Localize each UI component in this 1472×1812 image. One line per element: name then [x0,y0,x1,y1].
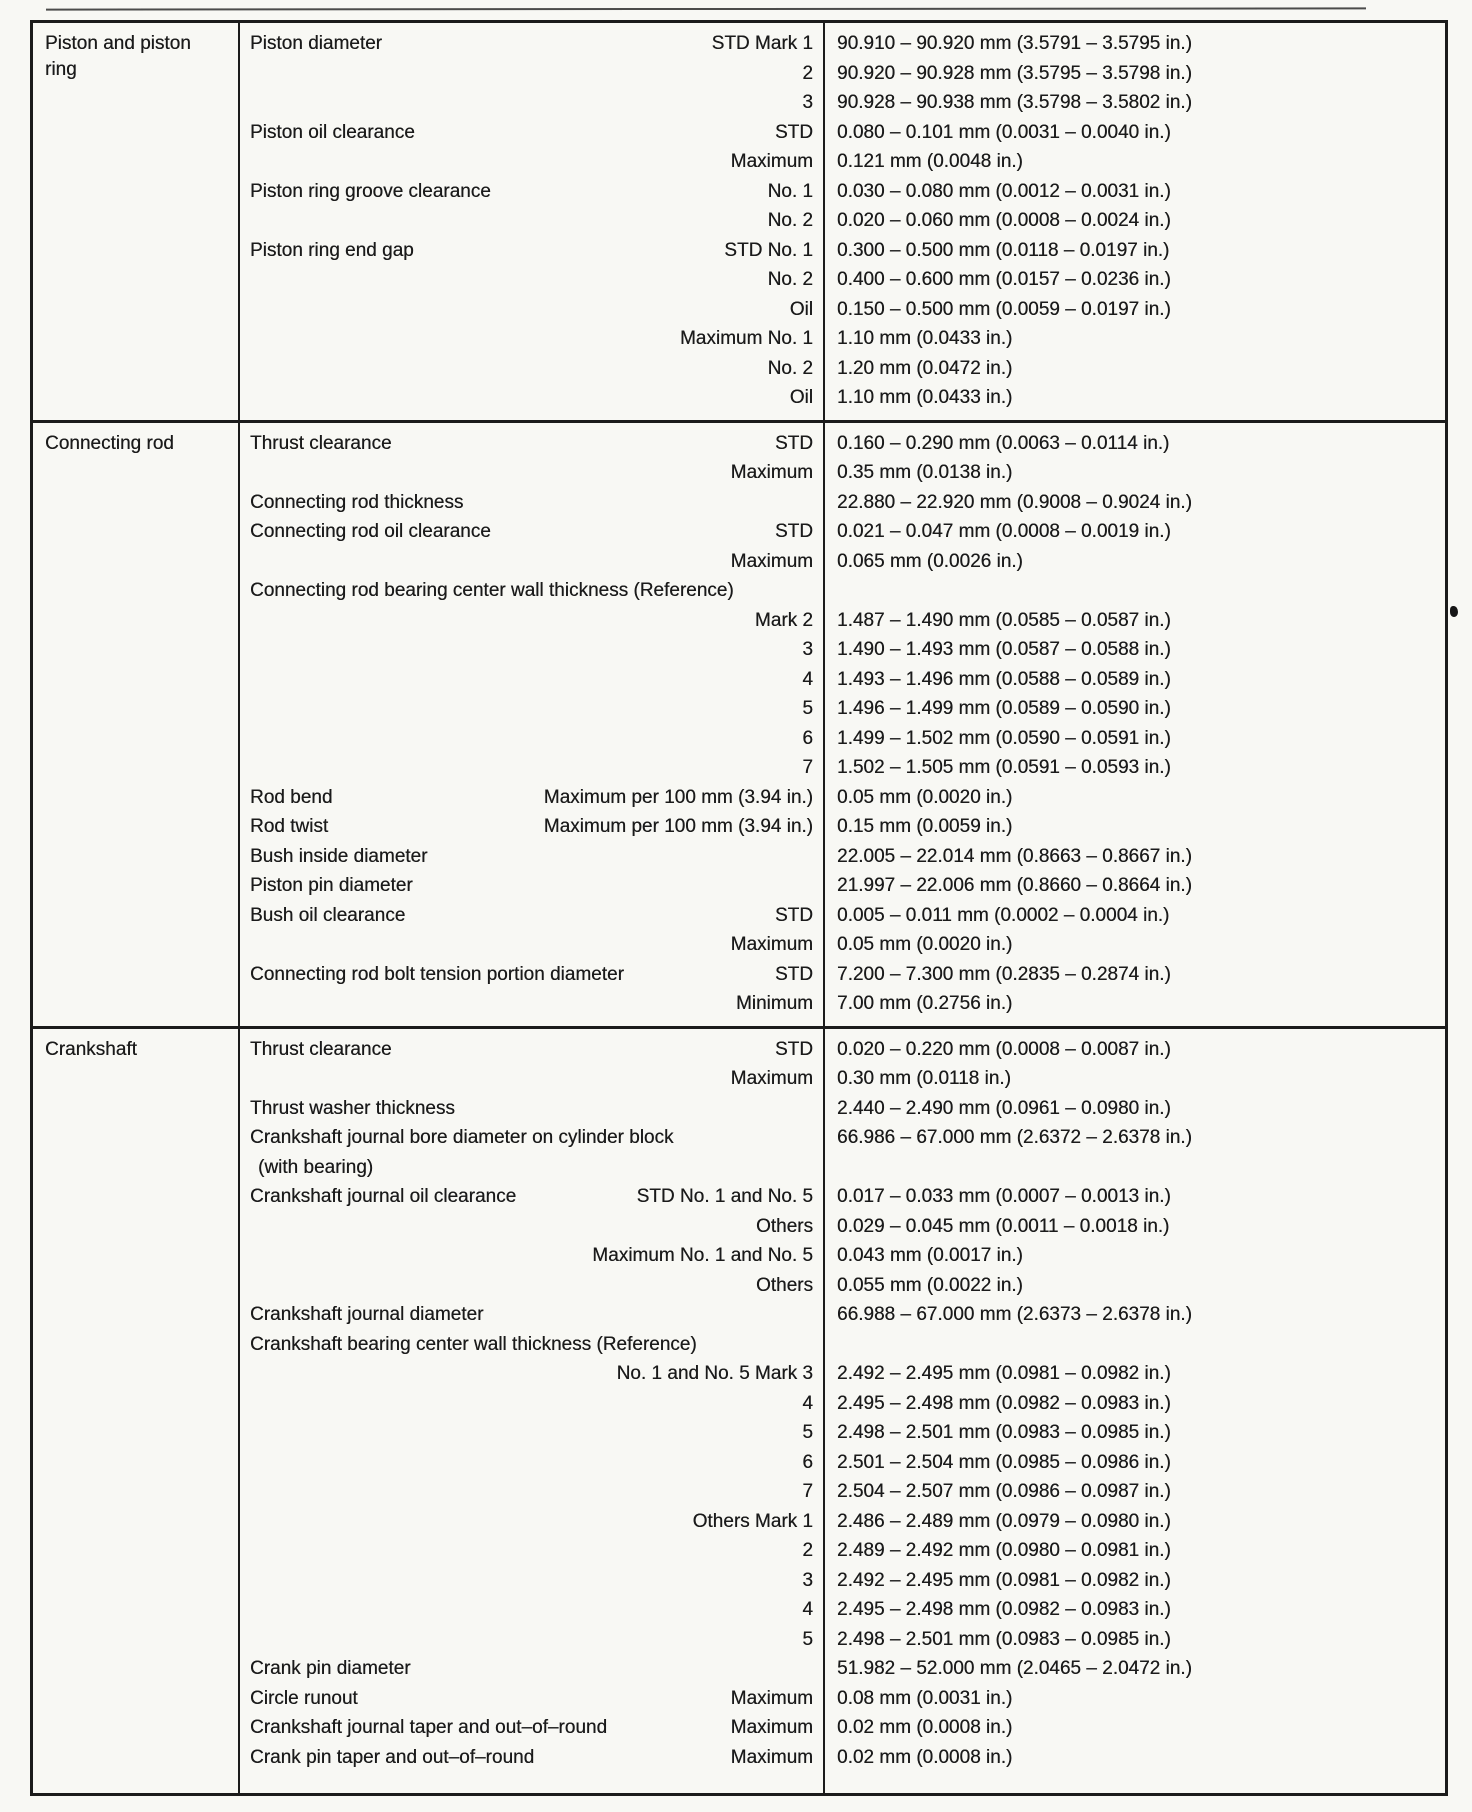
table-row [238,1064,1445,1094]
row-left-cell [238,1359,823,1389]
row-value: 7.00 mm (0.2756 in.) [837,993,1013,1014]
row-value: 0.150 – 0.500 mm (0.0059 – 0.0197 in.) [837,298,1171,320]
row-left-cell [238,694,823,724]
row-condition: STD [775,521,813,542]
row-left-cell [238,1153,823,1183]
row-condition: STD [775,1038,813,1060]
row-condition: STD Mark 1 [711,33,813,54]
row-value: 0.300 – 0.500 mm (0.0118 – 0.0197 in.) [837,239,1170,261]
row-condition: No. 1 and No. 5 Mark 3 [616,1363,813,1384]
table-row [238,236,1445,266]
row-item: Piston ring end gap [250,239,414,261]
row-left-cell [238,1743,823,1773]
table-row [238,517,1445,547]
row-left-cell [238,1212,823,1242]
table-row [238,324,1445,354]
row-left-cell [238,1536,823,1566]
row-condition: Maximum No. 1 and No. 5 [592,1245,813,1266]
row-value: 66.988 – 67.000 mm (2.6373 – 2.6378 in.) [837,1304,1192,1325]
row-value: 0.121 mm (0.0048 in.) [837,151,1023,172]
row-left-cell [238,812,823,842]
row-left-cell [238,1123,823,1153]
row-value: 90.920 – 90.928 mm (3.5795 – 3.5798 in.) [837,62,1192,84]
table-row [238,1684,1445,1714]
table-row [238,576,1445,606]
row-value: 1.487 – 1.490 mm (0.0585 – 0.0587 in.) [837,609,1171,631]
table-row [238,354,1445,384]
row-condition: Others [755,1215,813,1237]
row-value: 0.043 mm (0.0017 in.) [837,1245,1023,1266]
table-row [238,1300,1445,1330]
row-condition: STD [775,121,813,143]
table-row [238,783,1445,813]
section-category: Connecting rod [45,432,174,454]
section-category: Piston and piston ring [45,33,191,80]
table-row [238,547,1445,577]
row-item: Piston diameter [250,33,383,54]
row-left-cell [238,1654,823,1684]
row-condition: Maximum [730,1717,813,1738]
row-left-cell [238,1566,823,1596]
row-left-cell [238,1241,823,1271]
row-item: (with bearing) [258,1156,374,1178]
row-condition: Maximum [730,934,813,955]
section-rows [238,1029,1445,1794]
row-condition: 5 [802,1628,813,1650]
table-row [238,960,1445,990]
row-left-cell [238,1182,823,1212]
row-condition: Maximum [730,151,813,172]
row-condition: No. 2 [767,210,813,231]
row-left-cell [238,1507,823,1537]
row-left-cell [238,383,823,413]
row-left-cell [238,1389,823,1419]
row-left-cell [238,236,823,266]
row-left-cell [238,1684,823,1714]
row-value [823,576,1445,606]
row-condition: Maximum No. 1 [679,328,813,349]
table-row [238,724,1445,754]
row-item: Crank pin taper and out–of–round [250,1746,535,1768]
table-row [238,901,1445,931]
row-value: 0.030 – 0.080 mm (0.0012 – 0.0031 in.) [837,180,1171,202]
row-left-cell [238,517,823,547]
table-row [238,930,1445,960]
row-value: 2.492 – 2.495 mm (0.0981 – 0.0982 in.) [837,1363,1171,1384]
spec-section [33,423,1445,1029]
row-left-cell [238,576,823,606]
table-row [238,1566,1445,1596]
row-condition: 7 [802,757,813,778]
row-left-cell [238,665,823,695]
row-item: Crankshaft journal bore diameter on cylinder block [250,1127,674,1148]
table-row [238,871,1445,901]
row-item: Bush oil clearance [250,904,406,926]
row-left-cell [238,901,823,931]
row-value: 0.005 – 0.011 mm (0.0002 – 0.0004 in.) [837,904,1170,926]
row-left-cell [238,753,823,783]
row-value: 0.30 mm (0.0118 in.) [837,1068,1011,1089]
row-value: 2.492 – 2.495 mm (0.0981 – 0.0982 in.) [837,1569,1171,1591]
row-condition: 4 [802,1599,813,1620]
row-condition: 4 [802,1392,813,1414]
table-row [238,29,1445,59]
row-item: Thrust washer thickness [250,1097,455,1119]
row-condition: STD [775,904,813,926]
row-value: 0.020 – 0.220 mm (0.0008 – 0.0087 in.) [837,1038,1171,1060]
row-left-cell [238,989,823,1019]
row-left-cell [238,29,823,59]
row-condition: 7 [802,1481,813,1502]
row-condition: Others Mark 1 [692,1510,813,1532]
row-value: 1.502 – 1.505 mm (0.0591 – 0.0593 in.) [837,757,1171,778]
row-value: 90.928 – 90.938 mm (3.5798 – 3.5802 in.) [837,92,1192,113]
row-item: Connecting rod thickness [250,491,464,513]
row-value: 2.486 – 2.489 mm (0.0979 – 0.0980 in.) [837,1510,1171,1532]
table-row [238,1271,1445,1301]
row-value: 2.489 – 2.492 mm (0.0980 – 0.0981 in.) [837,1540,1171,1561]
row-left-cell [238,265,823,295]
table-row [238,635,1445,665]
row-item: Piston oil clearance [250,121,415,143]
row-condition: Oil [789,387,813,408]
row-condition: 5 [802,698,813,719]
row-item: Piston pin diameter [250,875,413,896]
row-condition: 6 [802,1451,813,1473]
row-left-cell [238,324,823,354]
row-left-cell [238,606,823,636]
row-item: Crankshaft journal taper and out–of–round [250,1717,608,1738]
column-divider-2 [823,23,825,1793]
row-value: 22.880 – 22.920 mm (0.9008 – 0.9024 in.) [837,491,1192,513]
row-left-cell [238,960,823,990]
row-value: 0.02 mm (0.0008 in.) [837,1717,1013,1738]
row-value: 0.05 mm (0.0020 in.) [837,786,1013,808]
row-left-cell [238,147,823,177]
row-item: Circle runout [250,1687,358,1709]
row-left-cell [238,930,823,960]
row-left-cell [238,1713,823,1743]
table-row [238,1035,1445,1065]
row-value: 0.400 – 0.600 mm (0.0157 – 0.0236 in.) [837,269,1171,290]
row-left-cell [238,1330,823,1360]
row-value: 0.05 mm (0.0020 in.) [837,934,1013,955]
row-left-cell [238,88,823,118]
table-row [238,842,1445,872]
row-left-cell [238,1064,823,1094]
row-condition: 2 [802,62,813,84]
table-row [238,1330,1445,1360]
table-row [238,1123,1445,1153]
table-row [238,88,1445,118]
row-item: Rod bend [250,786,333,808]
row-value: 1.493 – 1.496 mm (0.0588 – 0.0589 in.) [837,668,1171,690]
row-item: Thrust clearance [250,432,392,454]
row-left-cell [238,59,823,89]
row-left-cell [238,1271,823,1301]
row-value: 1.490 – 1.493 mm (0.0587 – 0.0588 in.) [837,639,1171,660]
table-row [238,1507,1445,1537]
table-row [238,1389,1445,1419]
table-row [238,177,1445,207]
row-condition: No. 1 [767,180,813,202]
row-left-cell [238,118,823,148]
table-row [238,1182,1445,1212]
row-left-cell [238,295,823,325]
table-row [238,1241,1445,1271]
row-left-cell [238,354,823,384]
column-divider-1 [238,23,240,1793]
row-condition: Minimum [735,993,813,1014]
row-condition: Maximum [730,550,813,572]
table-row [238,1153,1445,1183]
table-row [238,1212,1445,1242]
row-left-cell [238,429,823,459]
row-value: 0.35 mm (0.0138 in.) [837,462,1013,483]
row-left-cell [238,1418,823,1448]
row-left-cell [238,1625,823,1655]
row-value: 51.982 – 52.000 mm (2.0465 – 2.0472 in.) [837,1658,1192,1679]
row-left-cell [238,842,823,872]
row-condition: 6 [802,727,813,749]
table-row [238,458,1445,488]
row-left-cell [238,177,823,207]
section-rows [238,23,1445,420]
row-value: 2.498 – 2.501 mm (0.0983 – 0.0985 in.) [837,1422,1171,1443]
row-item: Connecting rod oil clearance [250,521,491,542]
row-condition: Others [755,1274,813,1296]
spec-section [33,23,1445,423]
row-left-cell [238,547,823,577]
table-row [238,1418,1445,1448]
row-condition: Maximum [730,1746,813,1768]
row-left-cell [238,724,823,754]
row-condition: Oil [789,298,813,320]
row-condition: STD No. 1 [724,239,813,261]
table-row [238,1743,1445,1773]
section-rows [238,423,1445,1026]
row-condition: Maximum [730,1687,813,1709]
row-left-cell [238,871,823,901]
table-row [238,295,1445,325]
row-value: 1.20 mm (0.0472 in.) [837,357,1013,379]
row-left-cell [238,458,823,488]
row-value: 0.15 mm (0.0059 in.) [837,816,1013,837]
table-row [238,1625,1445,1655]
row-value: 7.200 – 7.300 mm (0.2835 – 0.2874 in.) [837,963,1171,985]
table-row [238,812,1445,842]
row-left-cell [238,1300,823,1330]
row-value: 1.10 mm (0.0433 in.) [837,328,1013,349]
table-row [238,206,1445,236]
row-left-cell [238,1094,823,1124]
row-condition: 3 [802,639,813,660]
spec-table [30,20,1448,1796]
table-row [238,265,1445,295]
table-row [238,1654,1445,1684]
row-item: Thrust clearance [250,1038,392,1060]
row-condition: 3 [802,92,813,113]
row-value: 2.504 – 2.507 mm (0.0986 – 0.0987 in.) [837,1481,1171,1502]
row-condition: No. 2 [767,357,813,379]
row-value: 1.499 – 1.502 mm (0.0590 – 0.0591 in.) [837,727,1171,749]
row-value: 0.029 – 0.045 mm (0.0011 – 0.0018 in.) [837,1215,1170,1237]
table-row [238,606,1445,636]
row-value [823,1330,1445,1360]
table-row [238,1448,1445,1478]
table-row [238,989,1445,1019]
row-value: 0.08 mm (0.0031 in.) [837,1687,1013,1709]
row-item: Crankshaft bearing center wall thickness (Reference) [250,1333,697,1355]
row-condition: Maximum [730,462,813,483]
row-value [823,1153,1445,1183]
row-item: Crankshaft journal oil clearance [250,1186,517,1207]
table-row [238,1536,1445,1566]
row-condition: Mark 2 [754,609,813,631]
row-condition: STD No. 1 and No. 5 [636,1186,813,1207]
row-condition: Maximum [730,1068,813,1089]
table-row [238,488,1445,518]
row-value: 0.020 – 0.060 mm (0.0008 – 0.0024 in.) [837,210,1171,231]
row-item: Crank pin diameter [250,1658,411,1679]
row-condition: No. 2 [767,269,813,290]
table-row [238,665,1445,695]
table-row [238,753,1445,783]
row-value: 0.017 – 0.033 mm (0.0007 – 0.0013 in.) [837,1186,1171,1207]
row-value: 0.080 – 0.101 mm (0.0031 – 0.0040 in.) [837,121,1171,143]
table-row [238,1595,1445,1625]
table-row [238,147,1445,177]
row-value: 2.498 – 2.501 mm (0.0983 – 0.0985 in.) [837,1628,1171,1650]
table-row [238,383,1445,413]
table-row [238,1094,1445,1124]
row-value: 2.501 – 2.504 mm (0.0985 – 0.0986 in.) [837,1451,1171,1473]
row-value: 22.005 – 22.014 mm (0.8663 – 0.8667 in.) [837,845,1192,867]
table-row [238,59,1445,89]
row-item: Connecting rod bolt tension portion diameter [250,963,624,985]
row-left-cell [238,635,823,665]
row-value: 90.910 – 90.920 mm (3.5791 – 3.5795 in.) [837,33,1192,54]
row-condition: 3 [802,1569,813,1591]
scan-artifact-speck [1450,606,1458,617]
row-value: 2.440 – 2.490 mm (0.0961 – 0.0980 in.) [837,1097,1171,1119]
row-condition: Maximum per 100 mm (3.94 in.) [543,816,813,837]
row-value: 1.10 mm (0.0433 in.) [837,387,1013,408]
row-value: 2.495 – 2.498 mm (0.0982 – 0.0983 in.) [837,1599,1171,1620]
row-value: 0.055 mm (0.0022 in.) [837,1274,1023,1296]
row-left-cell [238,488,823,518]
row-left-cell [238,783,823,813]
row-condition: Maximum per 100 mm (3.94 in.) [543,786,813,808]
section-category: Crankshaft [45,1038,137,1060]
row-value: 0.065 mm (0.0026 in.) [837,550,1023,572]
row-condition: 5 [802,1422,813,1443]
row-item: Bush inside diameter [250,845,428,867]
table-row [238,429,1445,459]
row-value: 21.997 – 22.006 mm (0.8660 – 0.8664 in.) [837,875,1192,896]
row-item: Rod twist [250,816,329,837]
row-value: 1.496 – 1.499 mm (0.0589 – 0.0590 in.) [837,698,1171,719]
row-left-cell [238,1448,823,1478]
table-row [238,1713,1445,1743]
row-value: 66.986 – 67.000 mm (2.6372 – 2.6378 in.) [837,1127,1192,1148]
row-value: 0.02 mm (0.0008 in.) [837,1746,1013,1768]
table-row [238,694,1445,724]
row-item: Connecting rod bearing center wall thickness (Reference) [250,580,734,601]
spec-section [33,1029,1445,1794]
table-row [238,1477,1445,1507]
row-value: 0.021 – 0.047 mm (0.0008 – 0.0019 in.) [837,521,1171,542]
scan-artifact-line [46,7,1366,10]
table-row [238,118,1445,148]
row-left-cell [238,1035,823,1065]
row-left-cell [238,206,823,236]
row-condition: STD [775,963,813,985]
row-item: Crankshaft journal diameter [250,1304,484,1325]
row-condition: STD [775,432,813,454]
row-value: 2.495 – 2.498 mm (0.0982 – 0.0983 in.) [837,1392,1171,1414]
row-value: 0.160 – 0.290 mm (0.0063 – 0.0114 in.) [837,432,1170,454]
row-left-cell [238,1477,823,1507]
row-condition: 4 [802,668,813,690]
row-item: Piston ring groove clearance [250,180,491,202]
table-row [238,1359,1445,1389]
row-left-cell [238,1595,823,1625]
row-condition: 2 [802,1540,813,1561]
